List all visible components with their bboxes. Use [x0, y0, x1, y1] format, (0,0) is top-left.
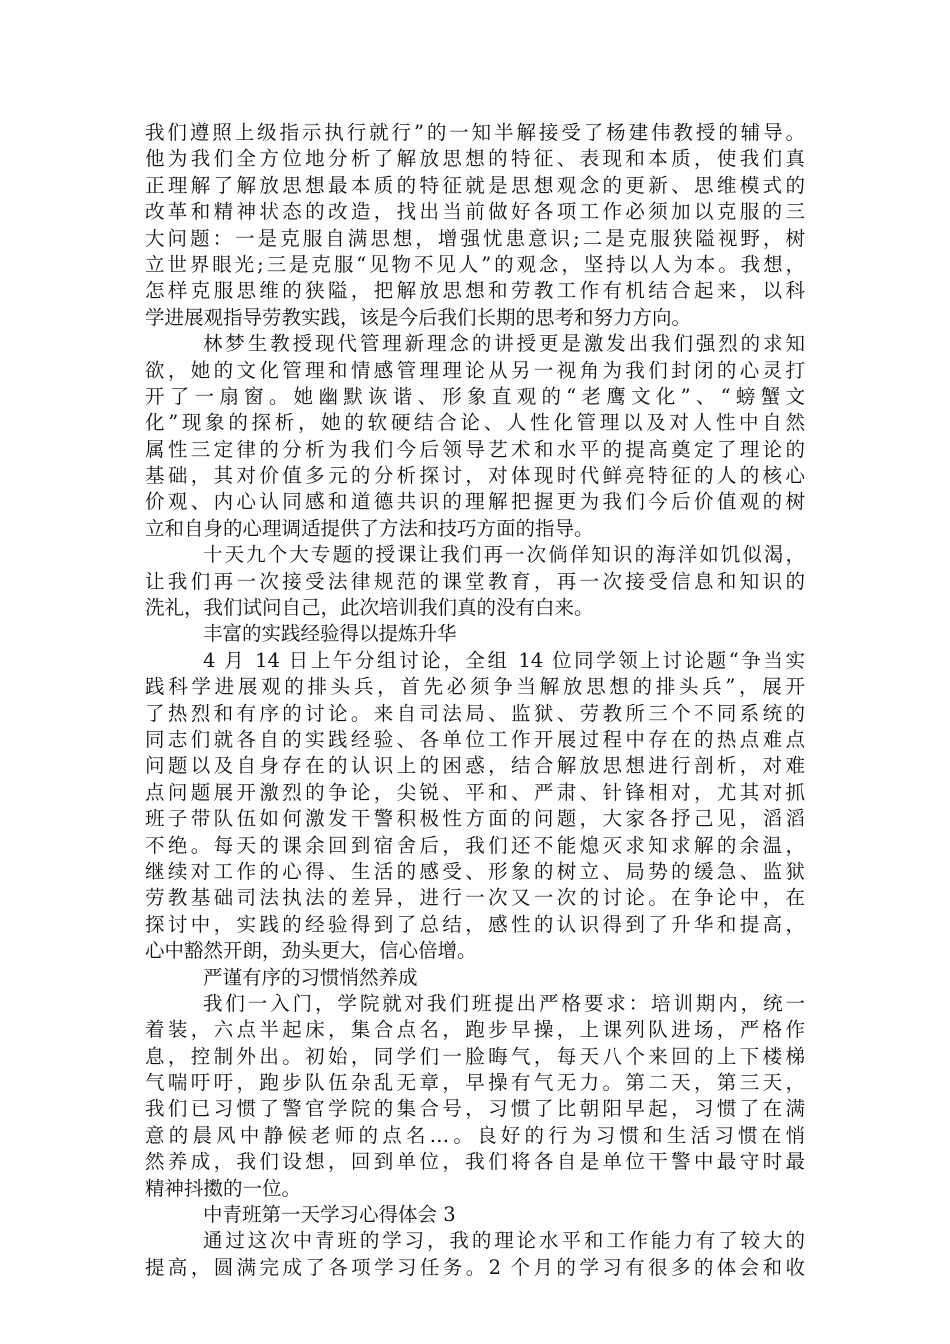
text-line: 心中豁然开朗，劲头更大，信心倍增。	[145, 939, 477, 963]
text-line: 学进展观指导劳教实践，该是今后我们长期的思考和努力方向。	[145, 305, 692, 329]
text-line: 息，控制外出。初始，同学们一脸晦气，每天八个来回的上下楼梯	[145, 1044, 805, 1068]
text-line: 让我们再一次接受法律规范的课堂教育，再一次接受信息和知识的	[145, 569, 805, 593]
text-line: 十天九个大专题的授课让我们再一次倘佯知识的海洋如饥似渴，	[203, 543, 805, 567]
text-line: 他为我们全方位地分析了解放思想的特征、表现和本质，使我们真	[145, 147, 805, 171]
text-line: 开了一扇窗。她幽默诙谐、形象直观的“老鹰文化”、“螃蟹文	[145, 384, 805, 408]
text-line: 基础，其对价值多元的分析探讨，对体现时代鲜亮特征的人的核心	[145, 464, 805, 488]
text-line: 精神抖擞的一位。	[145, 1176, 302, 1200]
text-line: 化”现象的探析，她的软硬结合论、人性化管理以及对人性中自然	[145, 411, 805, 435]
text-line: 严谨有序的习惯悄然养成	[203, 965, 418, 989]
text-line: 班子带队伍如何激发干警积极性方面的问题，大家各抒己见，滔滔	[145, 807, 805, 831]
text-line: 属性三定律的分析为我们今后领导艺术和水平的提高奠定了理论的	[145, 437, 805, 461]
text-line: 欲，她的文化管理和情感管理理论从另一视角为我们封闭的心灵打	[145, 358, 805, 382]
text-line: 探讨中，实践的经验得到了总结，感性的认识得到了升华和提高，	[145, 912, 805, 936]
text-line: 我们一入门，学院就对我们班提出严格要求：培训期内，统一	[203, 991, 805, 1015]
text-line: 我们遵照上级指示执行就行”的一知半解接受了杨建伟教授的辅导。	[145, 121, 805, 144]
text-line: 不绝。每天的课余回到宿舍后，我们还不能熄灭求知求解的余温，	[145, 833, 805, 857]
text-line: 了热烈和有序的讨论。来自司法局、监狱、劳教所三个不同系统的	[145, 701, 805, 725]
text-line: 中青班第一天学习心得体会 3	[203, 1203, 456, 1227]
text-line: 通过这次中青班的学习，我的理论水平和工作能力有了较大的	[203, 1229, 805, 1253]
text-line: 洗礼，我们试问自己，此次培训我们真的没有白来。	[145, 596, 594, 620]
text-line: 改革和精神状态的改造，找出当前做好各项工作必须加以克服的三	[145, 200, 805, 224]
text-line: 气喘吁吁，跑步队伍杂乱无章，早操有气无力。第二天，第三天，	[145, 1071, 805, 1095]
text-line: 点问题展开激烈的争论，尖锐、平和、严肃、针锋相对，尤其对抓	[145, 780, 805, 804]
text-line: 立世界眼光;三是克服“见物不见人”的观念，坚持以人为本。我想，	[145, 252, 805, 276]
text-line: 林梦生教授现代管理新理念的讲授更是激发出我们强烈的求知	[203, 332, 805, 356]
text-line: 提高，圆满完成了各项学习任务。2 个月的学习有很多的体会和收	[145, 1255, 805, 1279]
document-body	[145, 120, 805, 1281]
text-line: 怎样克服思维的狭隘，把解放思想和劳教工作有机结合起来，以科	[145, 279, 805, 303]
text-line: 问题以及自身存在的认识上的困惑，结合解放思想进行剖析，对难	[145, 754, 805, 778]
text-line: 然养成，我们设想，回到单位，我们将各自是单位干警中最守时最	[145, 1150, 805, 1174]
text-line: 我们已习惯了警官学院的集合号，习惯了比朝阳早起，习惯了在满	[145, 1097, 805, 1121]
text-line: 丰富的实践经验得以提炼升华	[203, 622, 457, 646]
text-line: 正理解了解放思想最本质的特征就是思想观念的更新、思维模式的	[145, 173, 805, 197]
text-line: 立和自身的心理调适提供了方法和技巧方面的指导。	[145, 516, 594, 540]
text-line: 继续对工作的心得、生活的感受、形象的树立、局势的缓急、监狱	[145, 859, 805, 883]
text-line: 4 月 14 日上午分组讨论，全组 14 位同学领上讨论题“争当实	[203, 648, 805, 672]
text-line: 价观、内心认同感和道德共识的理解把握更为我们今后价值观的树	[145, 490, 805, 514]
text-line: 意的晨风中静候老师的点名…。良好的行为习惯和生活习惯在悄	[145, 1123, 805, 1147]
text-line: 大问题：一是克服自满思想，增强忧患意识;二是克服狭隘视野，树	[145, 226, 805, 250]
text-line: 着装，六点半起床，集合点名，跑步早操，上课列队进场，严格作	[145, 1018, 805, 1042]
text-line: 践科学进展观的排头兵，首先必须争当解放思想的排头兵”，展开	[145, 675, 805, 699]
text-line: 同志们就各自的实践经验、各单位工作开展过程中存在的热点难点	[145, 727, 805, 751]
text-line: 劳教基础司法执法的差异，进行一次又一次的讨论。在争论中，在	[145, 886, 805, 910]
